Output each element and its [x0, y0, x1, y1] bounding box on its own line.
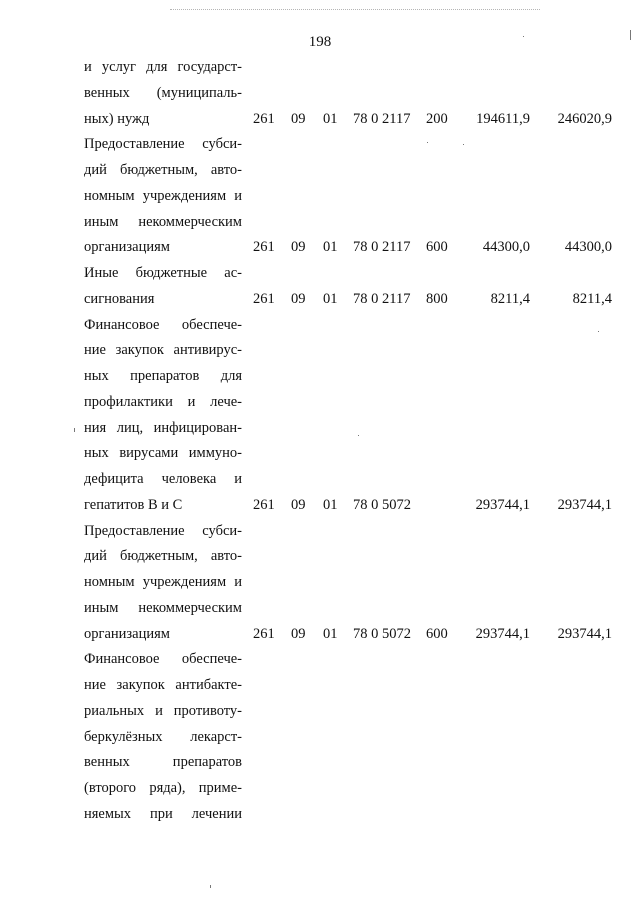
subsection-code: 01: [323, 496, 338, 513]
amount-year-1: 293744,1: [475, 496, 530, 513]
row-description: Предоставление субси-: [84, 522, 242, 539]
row-description: Иные бюджетные ас-: [84, 265, 242, 281]
row-description: Финансовое обеспече-: [84, 316, 242, 333]
row-description: иным некоммерческим: [84, 599, 242, 616]
row-description: номным учреждениям и: [84, 187, 242, 204]
amount-year-2: 293744,1: [557, 625, 612, 642]
table-row: [0, 418, 640, 438]
target-article-code: 78 0 5072: [353, 496, 411, 513]
table-row: [0, 752, 640, 772]
table-row: [0, 392, 640, 412]
expense-type-code: 800: [426, 290, 448, 307]
scan-speck: [210, 885, 211, 888]
target-article-code: 78 0 2117: [353, 110, 411, 127]
expense-type-code: 200: [426, 110, 448, 127]
table-row: [0, 315, 640, 335]
row-description: и услуг для государст-: [84, 59, 242, 75]
row-description: организациям: [84, 239, 170, 256]
table-row: [0, 186, 640, 206]
row-description: ных вирусами иммуно-: [84, 445, 242, 462]
amount-year-1: 8211,4: [490, 290, 530, 307]
department-code: 261: [253, 239, 275, 256]
table-row: [0, 57, 640, 77]
page-number: 198: [308, 34, 332, 50]
department-code: 261: [253, 110, 275, 127]
row-description: сигнования: [84, 290, 155, 307]
row-description: гепатитов В и С: [84, 496, 183, 513]
amount-year-2: 246020,9: [557, 110, 612, 127]
row-description: дий бюджетным, авто-: [84, 548, 242, 565]
section-code: 09: [291, 496, 306, 513]
row-description: ных) нужд: [84, 110, 150, 127]
row-description: Финансовое обеспече-: [84, 651, 242, 668]
row-description: беркулёзных лекарст-: [84, 728, 242, 745]
table-row: [0, 160, 640, 180]
table-row: [0, 109, 640, 129]
table-row: [0, 572, 640, 592]
row-description: иным некоммерческим: [84, 213, 242, 230]
subsection-code: 01: [323, 625, 338, 642]
table-row: [0, 804, 640, 824]
table-row: [0, 649, 640, 669]
table-row: [0, 263, 640, 283]
target-article-code: 78 0 2117: [353, 239, 411, 256]
amount-year-2: 8211,4: [572, 290, 612, 307]
row-description: венных препаратов: [84, 754, 242, 771]
table-row: [0, 366, 640, 386]
table-row: [0, 598, 640, 618]
amount-year-1: 293744,1: [475, 625, 530, 642]
row-description: профилактики и лече-: [84, 393, 242, 410]
table-row: [0, 624, 640, 644]
table-row: [0, 675, 640, 695]
row-description: дефицита человека и: [84, 471, 242, 487]
row-description: риальных и противоту-: [84, 702, 242, 719]
table-row: [0, 701, 640, 721]
row-description: организациям: [84, 625, 170, 642]
table-row: [0, 289, 640, 309]
scan-edge-noise: [170, 9, 540, 11]
row-description: номным учреждениям и: [84, 574, 242, 590]
row-description: ние закупок антибакте-: [84, 677, 242, 693]
amount-year-2: 293744,1: [557, 496, 612, 513]
row-description: дий бюджетным, авто-: [84, 162, 242, 178]
table-row: [0, 469, 640, 489]
row-description: ния лиц, инфицирован-: [84, 419, 242, 436]
row-description: няемых при лечении: [84, 805, 242, 822]
section-code: 09: [291, 110, 306, 127]
amount-year-2: 44300,0: [564, 239, 612, 256]
table-row: [0, 134, 640, 154]
department-code: 261: [253, 496, 275, 513]
table-row: [0, 521, 640, 541]
table-row: [0, 546, 640, 566]
department-code: 261: [253, 290, 275, 307]
table-row: [0, 83, 640, 103]
subsection-code: 01: [323, 239, 338, 256]
row-description: ных препаратов для: [84, 368, 242, 384]
subsection-code: 01: [323, 290, 338, 307]
row-description: (второго ряда), приме-: [84, 780, 242, 796]
table-row: [0, 340, 640, 360]
section-code: 09: [291, 290, 306, 307]
expense-type-code: 600: [426, 239, 448, 256]
amount-year-1: 44300,0: [482, 239, 530, 256]
table-row: [0, 727, 640, 747]
subsection-code: 01: [323, 110, 338, 127]
row-description: Предоставление субси-: [84, 136, 242, 153]
table-row: [0, 212, 640, 232]
table-row: [0, 778, 640, 798]
section-code: 09: [291, 239, 306, 256]
row-description: ние закупок антивирус-: [84, 342, 242, 359]
row-description: венных (муниципаль-: [84, 84, 242, 101]
table-row: [0, 237, 640, 257]
expense-type-code: 600: [426, 625, 448, 642]
target-article-code: 78 0 5072: [353, 625, 411, 642]
section-code: 09: [291, 625, 306, 642]
table-row: [0, 443, 640, 463]
amount-year-1: 194611,9: [476, 110, 530, 127]
table-row: [0, 495, 640, 515]
target-article-code: 78 0 2117: [353, 290, 411, 307]
department-code: 261: [253, 625, 275, 642]
